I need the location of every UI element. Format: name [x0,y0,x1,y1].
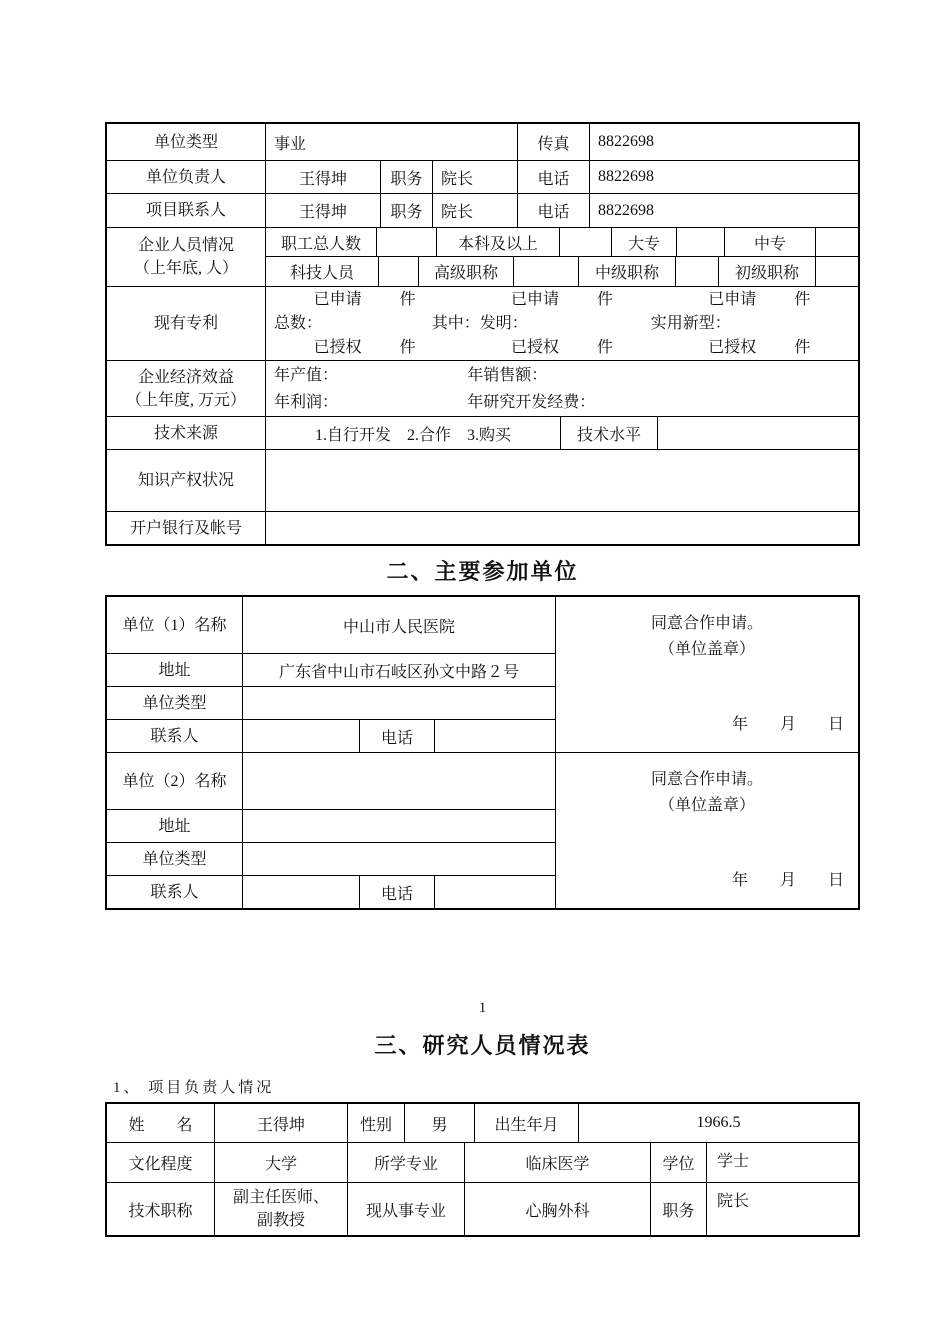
unit2-addr-label: 地址 [158,817,191,835]
tech-title-line2: 副教授 [256,1212,305,1229]
economy-cell [265,361,858,416]
unit2-contact-row [107,875,555,908]
tech-level-label: 技术水平 [560,417,657,449]
economy-line2 [266,389,858,416]
unit2-date-line: 年 月 日 [731,872,844,889]
patent-blank [362,288,400,312]
patent-granted-text: 已授权 [313,338,362,356]
partner-units-table [105,595,860,910]
duty-label: 职务 [650,1183,706,1235]
unit-head-label: 单位负责人 [145,168,226,186]
patent-blank [559,336,597,360]
tech-staff-value [378,257,418,286]
annual-sales-label: 年销售额： [467,366,548,384]
education-label: 文化程度 [128,1156,193,1173]
unit2-left [107,753,555,908]
economy-label [107,361,265,416]
birth-value: 1966.5 [578,1104,858,1142]
patent-total-line [266,312,858,336]
patent-granted-item [661,336,858,360]
patent-granted-text: 已授权 [510,338,559,356]
current-major-value: 心胸外科 [464,1183,650,1235]
unit-info-table [105,122,860,546]
patent-blank [756,336,794,360]
unit1-phone-label: 电话 [359,720,434,752]
secondary-label: 中专 [724,228,815,256]
unit-head-row [107,160,858,193]
unit1-name-label: 单位（1）名称 [122,616,227,634]
tech-staff-label: 科技人员 [289,265,354,282]
unit1-block [107,597,858,752]
patent-label: 现有专利 [153,315,218,332]
tech-level-value [657,417,858,449]
economy-label-line2: （上年度, 万元） [125,391,246,409]
education-value: 大学 [214,1143,347,1182]
tech-source-options: 1.自行开发 2.合作 3.购买 [265,417,560,449]
junior-title-label: 初级职称 [718,257,815,286]
senior-title-value [513,257,578,286]
patent-blank [559,288,597,312]
unit-head-phone-label: 电话 [517,161,589,193]
unit2-block [107,752,858,908]
degree-label: 学位 [650,1143,706,1182]
patent-applied-text: 已申请 [313,290,362,308]
college-label: 大专 [611,228,676,256]
unit2-addr-value [242,810,555,842]
contact-duty-value: 院长 [432,194,517,227]
section3-subtitle: 1、 项目负责人情况 [113,1080,275,1096]
agree-line2: （单位盖章） [658,641,755,658]
patent-applied-text: 已申请 [708,290,757,308]
unit2-type-label: 单位类型 [142,850,207,868]
patent-granted-text: 已授权 [708,338,757,356]
bachelor-label: 本科及以上 [436,228,559,256]
unit2-phone-value [434,876,555,908]
agree-line2: （单位盖章） [658,797,755,814]
ip-status-value [265,450,858,511]
staff-total-label: 职工总人数 [280,235,361,253]
contact-name: 王得坤 [265,194,380,227]
section3-title: 三、研究人员情况表 [374,1033,591,1058]
patent-applied-text: 已申请 [510,290,559,308]
fax-value: 8822698 [589,124,858,160]
patent-row [107,286,858,360]
tech-source-label: 技术来源 [153,424,218,442]
bank-account-value [265,512,858,544]
name-label: 姓 名 [128,1116,193,1134]
ip-status-label: 知识产权状况 [137,472,234,489]
patent-unit-text: 件 [399,290,416,308]
researcher-row-2 [107,1142,858,1182]
patent-blank [362,336,400,360]
patent-invention-label: 其中：发明： [431,314,528,332]
researcher-table [105,1102,860,1237]
unit2-agree-cell [555,753,858,908]
bachelor-value [559,228,611,256]
unit1-type-value [242,687,555,719]
annual-rd-label: 年研究开发经费： [467,393,596,411]
secondary-value [815,228,858,256]
unit-type-label: 单位类型 [153,133,218,151]
degree-value: 学士 [706,1143,858,1182]
unit1-date-line: 年 月 日 [731,716,844,733]
major-value: 临床医学 [464,1143,650,1182]
contact-duty-label: 职务 [380,194,432,227]
unit-type-row [107,124,858,160]
tech-title-value [214,1183,347,1235]
tech-title-label: 技术职称 [128,1202,193,1220]
personnel-row [107,227,858,286]
major-label: 所学专业 [347,1143,464,1182]
patent-granted-line [266,336,858,360]
unit1-phone-value [434,720,555,752]
unit2-addr-row [107,809,555,842]
agree-line1: 同意合作申请。 [650,771,763,788]
unit1-type-label: 单位类型 [142,694,207,712]
junior-title-value [815,257,858,286]
senior-title-label: 高级职称 [418,257,513,286]
patent-utility-label: 实用新型： [650,314,731,332]
college-value [676,228,724,256]
ip-status-row [107,449,858,511]
economy-row [107,360,858,416]
unit-head-duty-label: 职务 [380,161,432,193]
unit1-contact-label: 联系人 [150,727,199,745]
unit-head-duty-value: 院长 [432,161,517,193]
tech-source-row [107,416,858,449]
unit1-addr-row [107,653,555,686]
unit2-type-value [242,843,555,875]
patent-cell [265,287,858,360]
contact-phone-value: 8822698 [589,194,858,227]
current-major-label: 现从事专业 [347,1183,464,1235]
project-contact-row [107,193,858,227]
patent-applied-item [463,288,660,312]
duty-value: 院长 [706,1183,858,1235]
unit2-contact-value [242,876,359,908]
economy-line1 [266,362,858,389]
researcher-row-1 [107,1104,858,1142]
personnel-subrow-tech [266,256,858,286]
unit1-name-row [107,597,555,653]
patent-blank [756,288,794,312]
personnel-label-line2: （上年底, 人） [133,260,238,277]
unit1-name-value: 中山市人民医院 [242,597,555,653]
researcher-row-3 [107,1182,858,1235]
unit1-agree-text [556,611,858,663]
unit-head-phone-value: 8822698 [589,161,858,193]
unit-head-name: 王得坤 [265,161,380,193]
section2-title: 二、主要参加单位 [386,559,579,584]
patent-granted-item [266,336,463,360]
patent-applied-item [266,288,463,312]
gender-value: 男 [404,1104,474,1142]
birth-label: 出生年月 [474,1104,578,1142]
unit1-agree-cell [555,597,858,752]
bank-account-label: 开户银行及帐号 [129,519,242,537]
unit2-contact-label: 联系人 [150,883,199,901]
gender-label: 性别 [347,1104,404,1142]
unit2-type-row [107,842,555,875]
unit2-phone-label: 电话 [359,876,434,908]
annual-profit-label: 年利润： [274,393,339,411]
personnel-subrow-staff [266,228,858,256]
unit1-addr-value: 广东省中山市石岐区孙文中路２号 [242,654,555,686]
unit1-contact-row [107,719,555,752]
patent-applied-line [266,288,858,312]
annual-output-label: 年产值： [274,366,339,384]
unit1-contact-value [242,720,359,752]
document-content [105,0,860,1237]
middle-title-label: 中级职称 [578,257,675,286]
patent-unit-text: 件 [794,338,811,356]
middle-title-value [675,257,718,286]
economy-label-line1: 企业经济效益 [137,368,234,386]
patent-total-label: 总数： [274,314,323,332]
personnel-grid [265,228,858,286]
unit1-type-row [107,686,555,719]
agree-line1: 同意合作申请。 [650,615,763,632]
unit2-name-label: 单位（2）名称 [122,772,227,790]
patent-granted-item [463,336,660,360]
patent-unit-text: 件 [596,290,613,308]
bank-account-row [107,511,858,544]
unit1-left [107,597,555,752]
unit-type-value: 事业 [265,124,517,160]
contact-phone-label: 电话 [517,194,589,227]
contact-label: 项目联系人 [145,202,226,219]
page-number: 1 [478,1000,487,1016]
fax-label: 传真 [517,124,589,160]
unit1-addr-label: 地址 [158,661,191,679]
personnel-label-line1: 企业人员情况 [137,237,234,254]
patent-unit-text: 件 [794,290,811,308]
unit2-name-row [107,753,555,809]
unit2-agree-text [556,767,858,819]
personnel-label [107,228,265,286]
patent-unit-text: 件 [596,338,613,356]
staff-total-value [376,228,436,256]
tech-title-line1: 副主任医师、 [232,1189,329,1206]
patent-unit-text: 件 [399,338,416,356]
patent-applied-item [661,288,858,312]
unit2-name-value [242,753,555,809]
name-value: 王得坤 [214,1104,347,1142]
